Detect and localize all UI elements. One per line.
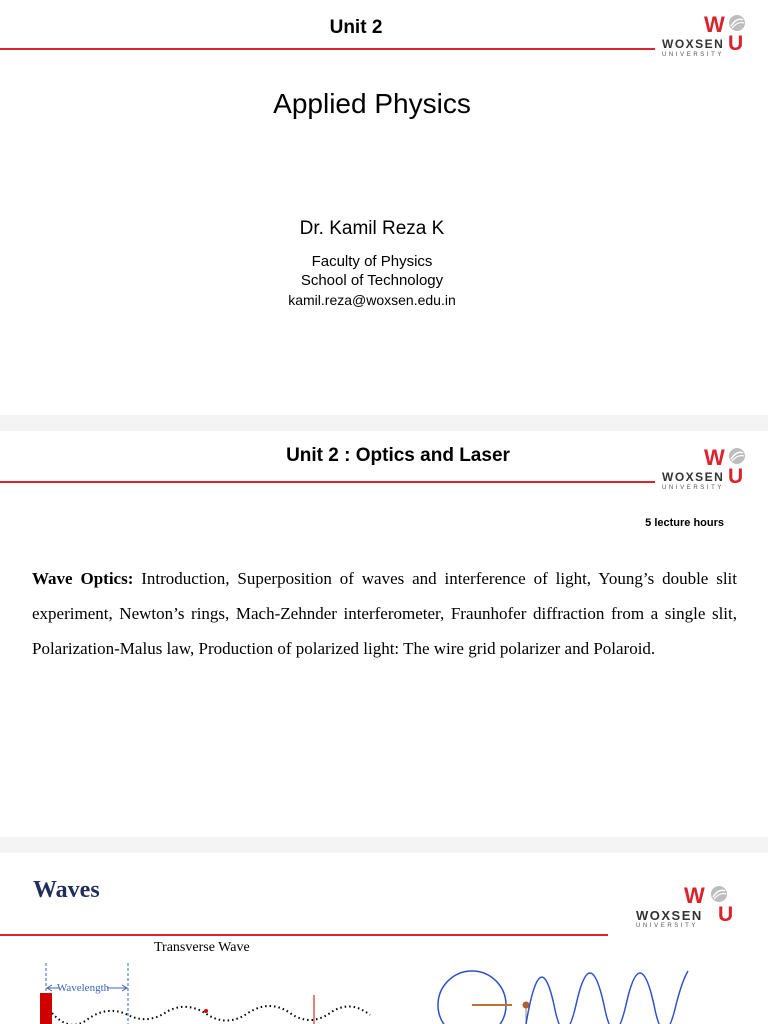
- syllabus-body: Introduction, Superposition of waves and interference of light, Young’s double slit experiment, Newton’s rings, Mach-Zehnder interferometer, Fraunhofer diffraction from a single slit, Polarization-Malus law, Production of polarized light: The wire grid polarizer and Polaroid.: [32, 569, 737, 658]
- logo-woxsen: WOXSEN: [636, 908, 703, 923]
- faculty-line: Faculty of Physics: [311, 253, 433, 270]
- wave-optics-label: Wave Optics:: [32, 569, 134, 588]
- slide-header: Unit 2: [329, 17, 383, 38]
- logo-woxsen: WOXSEN: [662, 37, 725, 51]
- author-name: Dr. Kamil Reza K: [299, 218, 445, 239]
- slide-header: Unit 2 : Optics and Laser: [286, 445, 510, 466]
- slide-gap: [0, 415, 768, 431]
- woxsen-logo: [660, 445, 760, 495]
- presentation-title: Applied Physics: [273, 88, 471, 119]
- logo-university: UNIVERSITY: [662, 52, 725, 58]
- logo-woxsen: WOXSEN: [662, 470, 725, 484]
- logo-u: U: [728, 32, 744, 55]
- woxsen-logo: [634, 883, 734, 933]
- slide-title: Waves: [33, 877, 100, 903]
- woxsen-logo: [660, 12, 760, 62]
- syllabus-paragraph: [32, 561, 737, 666]
- globe-icon: [728, 447, 746, 465]
- header-rule: [0, 48, 655, 50]
- school-line: School of Technology: [300, 272, 444, 289]
- email-line: kamil.reza@woxsen.edu.in: [288, 292, 456, 308]
- transverse-wave-caption: Transverse Wave: [154, 940, 250, 955]
- logo-university: UNIVERSITY: [636, 923, 699, 929]
- logo-university: UNIVERSITY: [662, 485, 725, 491]
- transverse-wave-figure: [30, 953, 390, 1024]
- slide-1: [0, 0, 768, 415]
- slide-3: [0, 853, 768, 1024]
- logo-u: U: [718, 903, 734, 926]
- header-rule: [0, 934, 608, 936]
- wavelength-label: Wavelength: [56, 982, 110, 994]
- circular-motion-sine-figure: [430, 961, 692, 1024]
- logo-u: U: [728, 465, 744, 488]
- lecture-hours: 5 lecture hours: [645, 517, 724, 529]
- logo-w: W: [704, 445, 725, 470]
- globe-icon: [728, 14, 746, 32]
- slide-gap: [0, 837, 768, 853]
- slide-2: [0, 431, 768, 837]
- header-rule: [0, 481, 655, 483]
- logo-w: W: [684, 883, 705, 908]
- logo-w: W: [704, 12, 725, 37]
- globe-icon: [710, 885, 728, 903]
